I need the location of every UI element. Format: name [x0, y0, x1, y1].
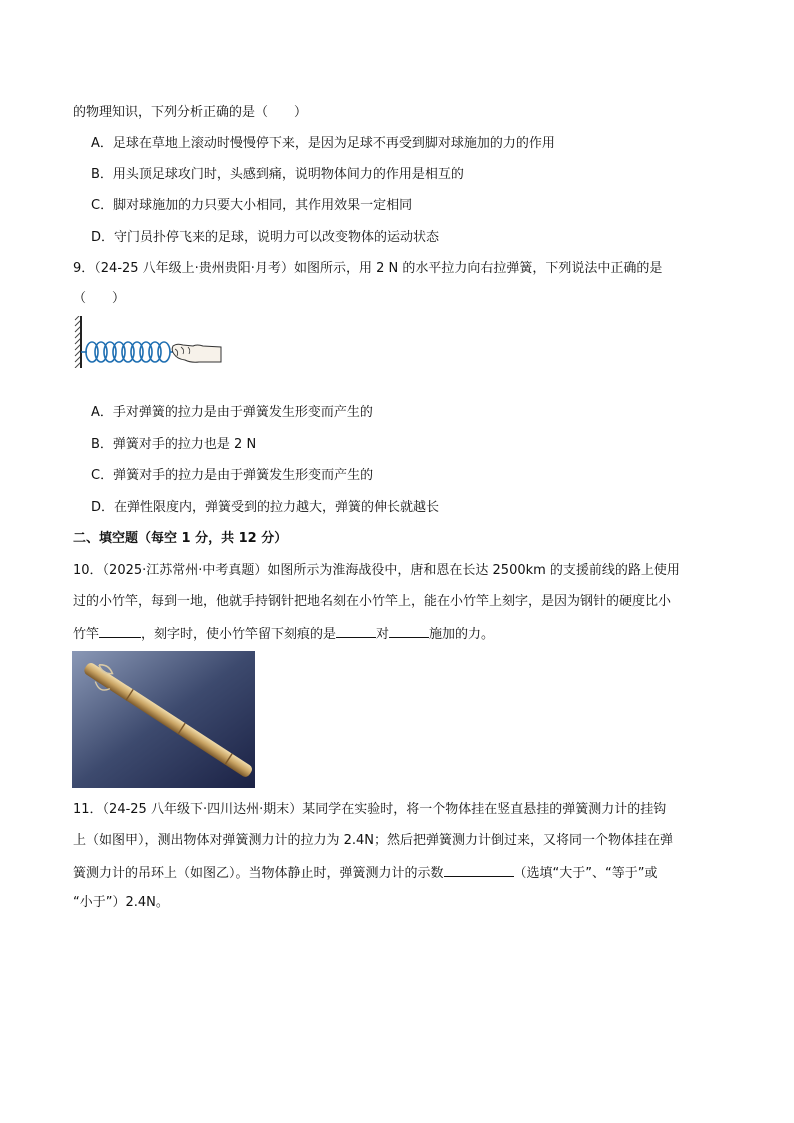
q10-line2: 过的小竹竿，每到一地，他就手持钢针把地名刻在小竹竿上，能在小竹竿上刻字，是因为钢针的硬度比小 [73, 594, 672, 609]
q11-line3 [73, 863, 657, 883]
q9-option-b: B．弹簧对手的拉力也是 2 N [91, 437, 257, 452]
spring-hand-figure [73, 316, 223, 368]
q9-stem-line2: （ ） [73, 291, 126, 306]
q8-option-a: A．足球在草地上滚动时慢慢停下来，是因为足球不再受到脚对球施加的力的作用 [91, 136, 555, 151]
q11-line4: “小于”）2.4N。 [73, 895, 169, 910]
q8-stem: 的物理知识，下列分析正确的是（ ） [73, 105, 308, 120]
bamboo-pole-photo [72, 651, 255, 788]
q10-blank-1[interactable] [99, 624, 141, 638]
q11-blank-1[interactable] [444, 863, 514, 877]
hand [172, 344, 221, 362]
section-title: 二、填空题（每空 1 分，共 12 分） [73, 531, 288, 546]
q9-option-d: D．在弹性限度内，弹簧受到的拉力越大，弹簧的伸长就越长 [91, 500, 440, 515]
q10-line1: 10．（2025·江苏常州·中考真题）如图所示为淮海战役中，唐和恩在长达 2500km 的支援前线的路上使用 [73, 563, 680, 578]
q11-line2: 上（如图甲），测出物体对弹簧测力计的拉力为 2.4N；然后把弹簧测力计倒过来，又将同一个物体挂在弹 [73, 833, 674, 848]
q10-text-a: 竹竿 [73, 627, 100, 642]
q10-text-d: 施加的力。 [429, 627, 495, 642]
q10-blank-3[interactable] [389, 624, 429, 638]
q11-text-a: 簧测力计的吊环上（如图乙）。当物体静止时，弹簧测力计的示数 [73, 866, 444, 881]
q8-option-b: B．用头顶足球攻门时，头感到痛，说明物体间力的作用是相互的 [91, 167, 464, 182]
q11-text-b: （选填“大于”、“等于”或 [513, 866, 658, 881]
q10-text-c: 对 [376, 627, 390, 642]
q9-option-a: A．手对弹簧的拉力是由于弹簧发生形变而产生的 [91, 405, 373, 420]
q9-stem-line1: 9．（24-25 八年级上·贵州贵阳·月考）如图所示，用 2 N 的水平拉力向右拉弹簧，下列说法中正确的是 [73, 261, 663, 276]
q11-line1: 11．（24-25 八年级下·四川达州·期末）某同学在实验时，将一个物体挂在竖直悬挂的弹簧测力计的挂钩 [73, 802, 667, 817]
q10-text-b: ，刻字时，使小竹竿留下刻痕的是 [141, 627, 337, 642]
q8-option-d: D．守门员扑停飞来的足球，说明力可以改变物体的运动状态 [91, 230, 440, 245]
coil-spring [81, 342, 175, 362]
q10-blank-2[interactable] [336, 624, 376, 638]
q9-option-c: C．弹簧对手的拉力是由于弹簧发生形变而产生的 [91, 468, 374, 483]
q10-line3 [73, 624, 494, 644]
q8-option-c: C．脚对球施加的力只要大小相同，其作用效果一定相同 [91, 198, 413, 213]
